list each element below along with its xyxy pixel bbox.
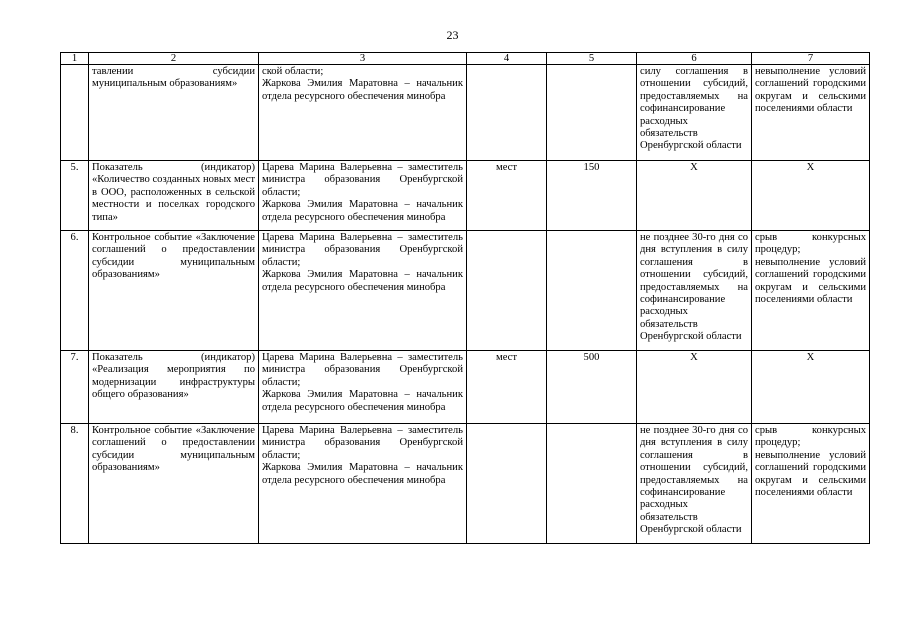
- table-header-row: [61, 53, 870, 65]
- responsible-line: Жаркова Эмилия Маратовна – начальник отдела ресурсного обеспечения минобра: [262, 462, 463, 486]
- risk-line: невыполнение условий соглашений городскими округам и сельскими поселениями области: [755, 256, 866, 306]
- responsible-line: Царева Марина Валерьевна – заместитель министра образования Оренбургской области;: [262, 162, 463, 198]
- risk-line: невыполнение условий соглашений городскими округам и сельскими поселениями области: [755, 449, 866, 499]
- responsible-line: ской области;: [262, 66, 324, 77]
- row-unit: [467, 231, 547, 351]
- row-name: Показатель (индикатор) «Реализация мероприятия по модернизации инфраструктуры общего образования»: [89, 351, 259, 424]
- row-responsible: [259, 161, 467, 231]
- row-value: 500: [547, 351, 637, 424]
- row-number: 7.: [61, 351, 89, 424]
- responsible-line: Жаркова Эмилия Маратовна – начальник отдела ресурсного обеспечения минобра: [262, 269, 463, 293]
- row-risk: [752, 424, 870, 544]
- risk-line: срыв конкурсных процедур;: [755, 425, 866, 449]
- row-value: [547, 65, 637, 161]
- row-responsible: [259, 351, 467, 424]
- responsible-line: Жаркова Эмилия Маратовна – начальник отдела ресурсного обеспечения минобра: [262, 78, 463, 102]
- row-deadline: не позднее 30-го дня со дня вступления в силу соглашения в отношении субсидий, предоставляемых на софинансирование расходных обязательств Оренбургской области: [637, 231, 752, 351]
- table-row: [61, 231, 870, 351]
- row-number: 6.: [61, 231, 89, 351]
- responsible-line: Царева Марина Валерьевна – заместитель министра образования Оренбургской области;: [262, 425, 463, 461]
- responsible-line: Жаркова Эмилия Маратовна – начальник отдела ресурсного обеспечения минобра: [262, 389, 463, 413]
- row-value: [547, 424, 637, 544]
- row-value: 150: [547, 161, 637, 231]
- row-number: 5.: [61, 161, 89, 231]
- table-row: [61, 65, 870, 161]
- row-risk: [752, 65, 870, 161]
- column-header: 3: [259, 53, 467, 65]
- row-value: [547, 231, 637, 351]
- risk-line: срыв конкурсных процедур;: [755, 232, 866, 256]
- column-header: 2: [89, 53, 259, 65]
- column-header: 6: [637, 53, 752, 65]
- row-unit: [467, 65, 547, 161]
- column-header: 7: [752, 53, 870, 65]
- row-name: Показатель (индикатор) «Количество созданных новых мест в ООО, расположенных в сельской местности и поселках городского типа»: [89, 161, 259, 231]
- responsible-line: Царева Марина Валерьевна – заместитель министра образования Оренбургской области;: [262, 232, 463, 268]
- risk-line: Х: [806, 352, 815, 363]
- row-responsible: [259, 65, 467, 161]
- responsible-line: Царева Марина Валерьевна – заместитель министра образования Оренбургской области;: [262, 352, 463, 388]
- row-deadline: Х: [637, 351, 752, 424]
- row-unit: [467, 424, 547, 544]
- row-responsible: [259, 231, 467, 351]
- row-number: 8.: [61, 424, 89, 544]
- column-header: 1: [61, 53, 89, 65]
- row-name: Контрольное событие «Заключение соглашений о предоставлении субсидии муниципальным образованиям»: [89, 231, 259, 351]
- row-number: [61, 65, 89, 161]
- control-events-table: [60, 52, 870, 544]
- row-risk: [752, 351, 870, 424]
- row-deadline: не позднее 30-го дня со дня вступления в силу соглашения в отношении субсидий, предоставляемых на софинансирование расходных обязательств Оренбургской области: [637, 424, 752, 544]
- row-responsible: [259, 424, 467, 544]
- column-header: 5: [547, 53, 637, 65]
- page-number: 23: [446, 28, 459, 42]
- row-unit: мест: [467, 161, 547, 231]
- row-risk: [752, 161, 870, 231]
- responsible-line: Жаркова Эмилия Маратовна – начальник отдела ресурсного обеспечения минобра: [262, 199, 463, 223]
- table-row: [61, 161, 870, 231]
- row-risk: [752, 231, 870, 351]
- column-header: 4: [467, 53, 547, 65]
- risk-line: Х: [806, 162, 815, 173]
- risk-line: невыполнение условий соглашений городскими округам и сельскими поселениями области: [755, 66, 866, 115]
- row-name: Контрольное событие «Заключение соглашений о предоставлении субсидии муниципальным образованиям»: [89, 424, 259, 544]
- row-name: тавлении субсидии муниципальным образованиям»: [89, 65, 259, 161]
- row-deadline: силу соглашения в отношении субсидий, предоставляемых на софинансирование расходных обязательств Оренбургской области: [637, 65, 752, 161]
- table-row: [61, 351, 870, 424]
- row-deadline: Х: [637, 161, 752, 231]
- table-row: [61, 424, 870, 544]
- row-unit: мест: [467, 351, 547, 424]
